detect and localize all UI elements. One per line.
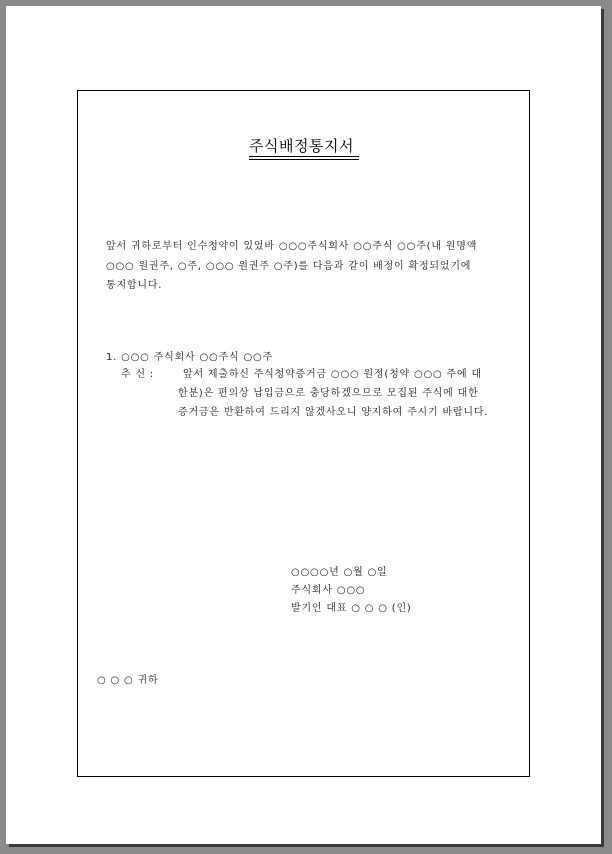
intro-line-3: 통지합니다. bbox=[106, 280, 163, 291]
issue-date: ○○○○년 ○월 ○일 bbox=[291, 567, 388, 578]
recipient: ○ ○ ○ 귀하 bbox=[97, 675, 159, 686]
notice-line-3: 증거금은 반환하여 드리지 않겠사오니 양지하여 주시기 바랍니다. bbox=[178, 407, 489, 418]
issuer-signature: 발기인 대표 ○ ○ ○ (인) bbox=[291, 603, 412, 614]
title-underline-bottom bbox=[249, 159, 359, 160]
document-title: 주식배정통지서 bbox=[249, 137, 354, 155]
notice-label: 추 신 : bbox=[121, 369, 155, 380]
title-underline-top bbox=[249, 156, 359, 157]
notice-line-2: 한분)은 편의상 납입금으로 충당하겠으므로 모집된 주식에 대한 bbox=[178, 388, 479, 399]
intro-line-1: 앞서 귀하로부터 인수청약이 있었바 ○○○주식회사 ○○주식 ○○주(내 원명액 bbox=[106, 241, 478, 252]
company-name: 주식회사 ○○○ bbox=[291, 585, 366, 596]
intro-line-2: ○○○ 원권주, ○주, ○○○ 원권주 ○주)를 다음과 같이 배정이 확정되었기에 bbox=[106, 261, 472, 272]
notice-line-1: 앞서 제출하신 주식청약증거금 ○○○ 원정(청약 ○○○ 주에 대 bbox=[183, 369, 482, 380]
item-1: 1. ○○○ 주식회사 ○○주식 ○○주 bbox=[106, 352, 273, 363]
document-page bbox=[6, 6, 601, 844]
